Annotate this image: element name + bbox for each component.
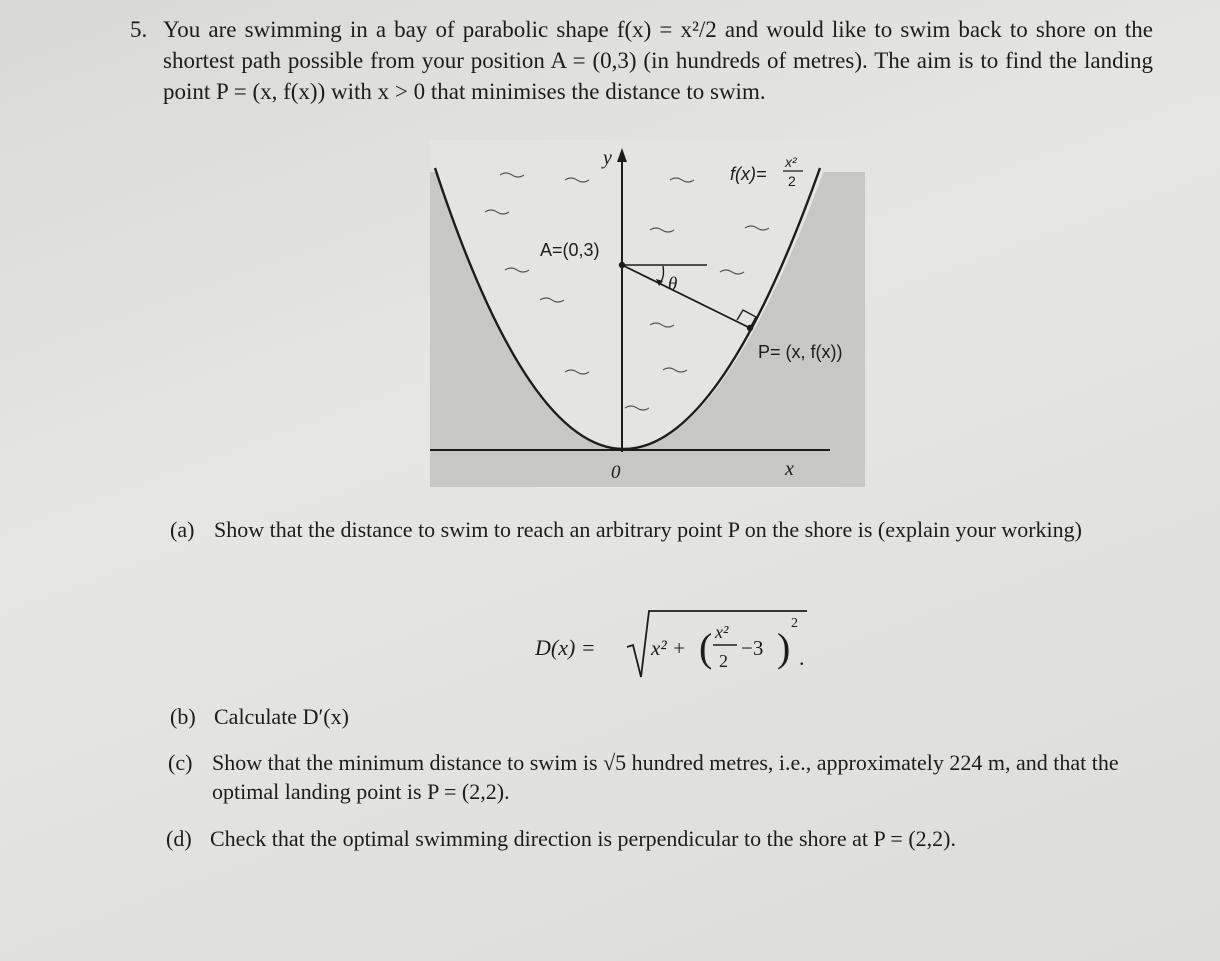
- curve-label-numerator: x²: [785, 154, 797, 170]
- formula-frac-den: 2: [719, 651, 728, 671]
- formula-exponent: 2: [791, 616, 798, 631]
- curve-label-denominator: 2: [788, 173, 796, 189]
- part-a-label: (a): [170, 517, 195, 542]
- origin-label: 0: [611, 462, 621, 483]
- part-d-text: Check that the optimal swimming direction is perpendicular to the shore at P = (2,2).: [210, 826, 956, 851]
- part-b-text: Calculate D′(x): [214, 704, 349, 729]
- distance-formula: [535, 605, 835, 685]
- part-a-text: Show that the distance to swim to reach an arbitrary point P on the shore is (explain your working): [214, 517, 1082, 542]
- problem-statement: You are swimming in a bay of parabolic shape f(x) = x²/2 and would like to swim back to shore on the shortest path possible from your position A = (0,3) (in hundreds of metres). The aim is to find the landing point P = (x, f(x)) with x > 0 that minimises the distance to swim.: [163, 17, 1153, 104]
- bay-diagram: [425, 140, 870, 490]
- point-p-label: P= (x, f(x)): [758, 342, 843, 362]
- point-a: [619, 262, 625, 268]
- part-c-text: Show that the minimum distance to swim is √5 hundred metres, i.e., approximately 224 m, and that the optimal landing point is P = (2,2).: [212, 750, 1119, 804]
- angle-label: θ: [668, 274, 678, 295]
- parabola-bay-figure: [425, 140, 870, 490]
- water-top: [430, 140, 865, 172]
- x-axis-label: x: [785, 458, 794, 480]
- point-a-label: A=(0,3): [540, 240, 600, 260]
- y-axis-label: y: [603, 147, 612, 169]
- formula-end: .: [799, 645, 805, 670]
- formula-minus3: −3: [741, 636, 764, 660]
- formula-open-paren: (: [699, 625, 713, 670]
- formula-lhs: D(x) =: [535, 635, 596, 660]
- part-c-label: (c): [168, 750, 193, 775]
- distance-formula-svg: [535, 605, 835, 685]
- part-b-label: (b): [170, 704, 196, 729]
- part-d-label: (d): [166, 826, 192, 851]
- curve-label: f(x)=: [730, 164, 767, 184]
- formula-frac-num: x²: [715, 622, 729, 642]
- formula-close-paren: ): [777, 625, 791, 670]
- formula-term1: x² +: [651, 636, 687, 660]
- problem-number: 5.: [130, 17, 148, 42]
